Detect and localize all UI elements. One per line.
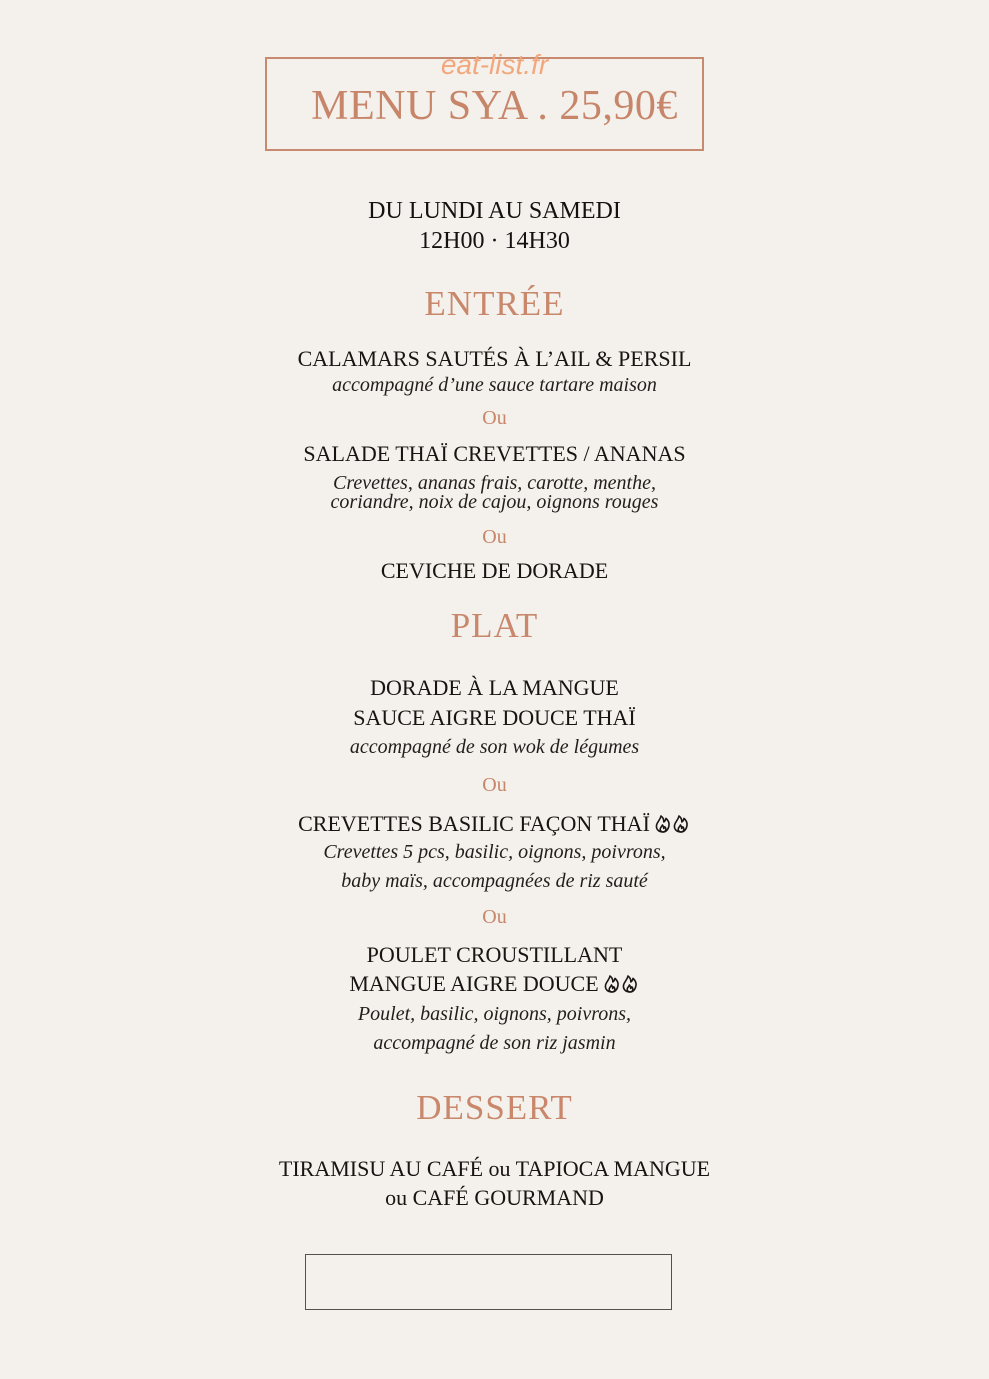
- dish-name-poulet-line-2: MANGUE AIGRE DOUCE: [349, 971, 599, 996]
- dish-name-dorade-line-1: DORADE À LA MANGUE: [370, 675, 619, 700]
- separator-ou: Ou: [482, 526, 507, 548]
- dish-name-poulet-line-1: POULET CROUSTILLANT: [366, 942, 623, 967]
- dish-crevettes-basilic-row: [0, 810, 989, 838]
- dish-desc-poulet-line-2: accompagné de son riz jasmin: [373, 1032, 616, 1054]
- menu-title: MENU SYA . 25,90€: [311, 83, 678, 129]
- schedule-days: DU LUNDI AU SAMEDI: [368, 198, 621, 224]
- section-heading-entree: ENTRÉE: [424, 284, 565, 323]
- dish-desc-salade-line-2: coriandre, noix de cajou, oignons rouges: [330, 491, 659, 513]
- dish-poulet-row-2: [0, 970, 989, 998]
- dish-name-calamars: CALAMARS SAUTÉS À L’AIL & PERSIL: [297, 346, 692, 371]
- section-heading-dessert: DESSERT: [416, 1088, 573, 1127]
- dish-desc-poulet-line-1: Poulet, basilic, oignons, poivrons,: [357, 1003, 632, 1025]
- watermark: eat-list.fr: [440, 49, 549, 80]
- schedule-hours: 12H00 · 14H30: [419, 228, 570, 254]
- spicy-flames-icon: [653, 812, 691, 834]
- dish-desc-dorade: accompagné de son wok de légumes: [349, 736, 640, 758]
- separator-ou: Ou: [482, 906, 507, 928]
- section-heading-plat: PLAT: [450, 606, 539, 645]
- dish-desc-crevettes-basilic-line-2: baby maïs, accompagnées de riz sauté: [341, 870, 648, 892]
- separator-ou: Ou: [482, 774, 507, 796]
- dish-name-ceviche: CEVICHE DE DORADE: [380, 558, 609, 583]
- dessert-line-1: TIRAMISU AU CAFÉ ou TAPIOCA MANGUE: [278, 1156, 711, 1181]
- dish-name-salade: SALADE THAÏ CREVETTES / ANANAS: [303, 441, 686, 466]
- dessert-line-2: ou CAFÉ GOURMAND: [385, 1185, 604, 1210]
- spicy-flames-icon: [602, 972, 640, 994]
- dish-name-dorade-line-2: SAUCE AIGRE DOUCE THAÏ: [353, 705, 636, 730]
- dish-name-crevettes-basilic: CREVETTES BASILIC FAÇON THAÏ: [298, 811, 650, 836]
- separator-ou: Ou: [482, 407, 507, 429]
- empty-frame: [305, 1254, 672, 1310]
- dish-desc-crevettes-basilic-line-1: Crevettes 5 pcs, basilic, oignons, poivrons,: [323, 841, 666, 863]
- dish-desc-salade-line-1: Crevettes, ananas frais, carotte, menthe,: [333, 472, 656, 494]
- dish-desc-calamars: accompagné d’une sauce tartare maison: [332, 374, 657, 396]
